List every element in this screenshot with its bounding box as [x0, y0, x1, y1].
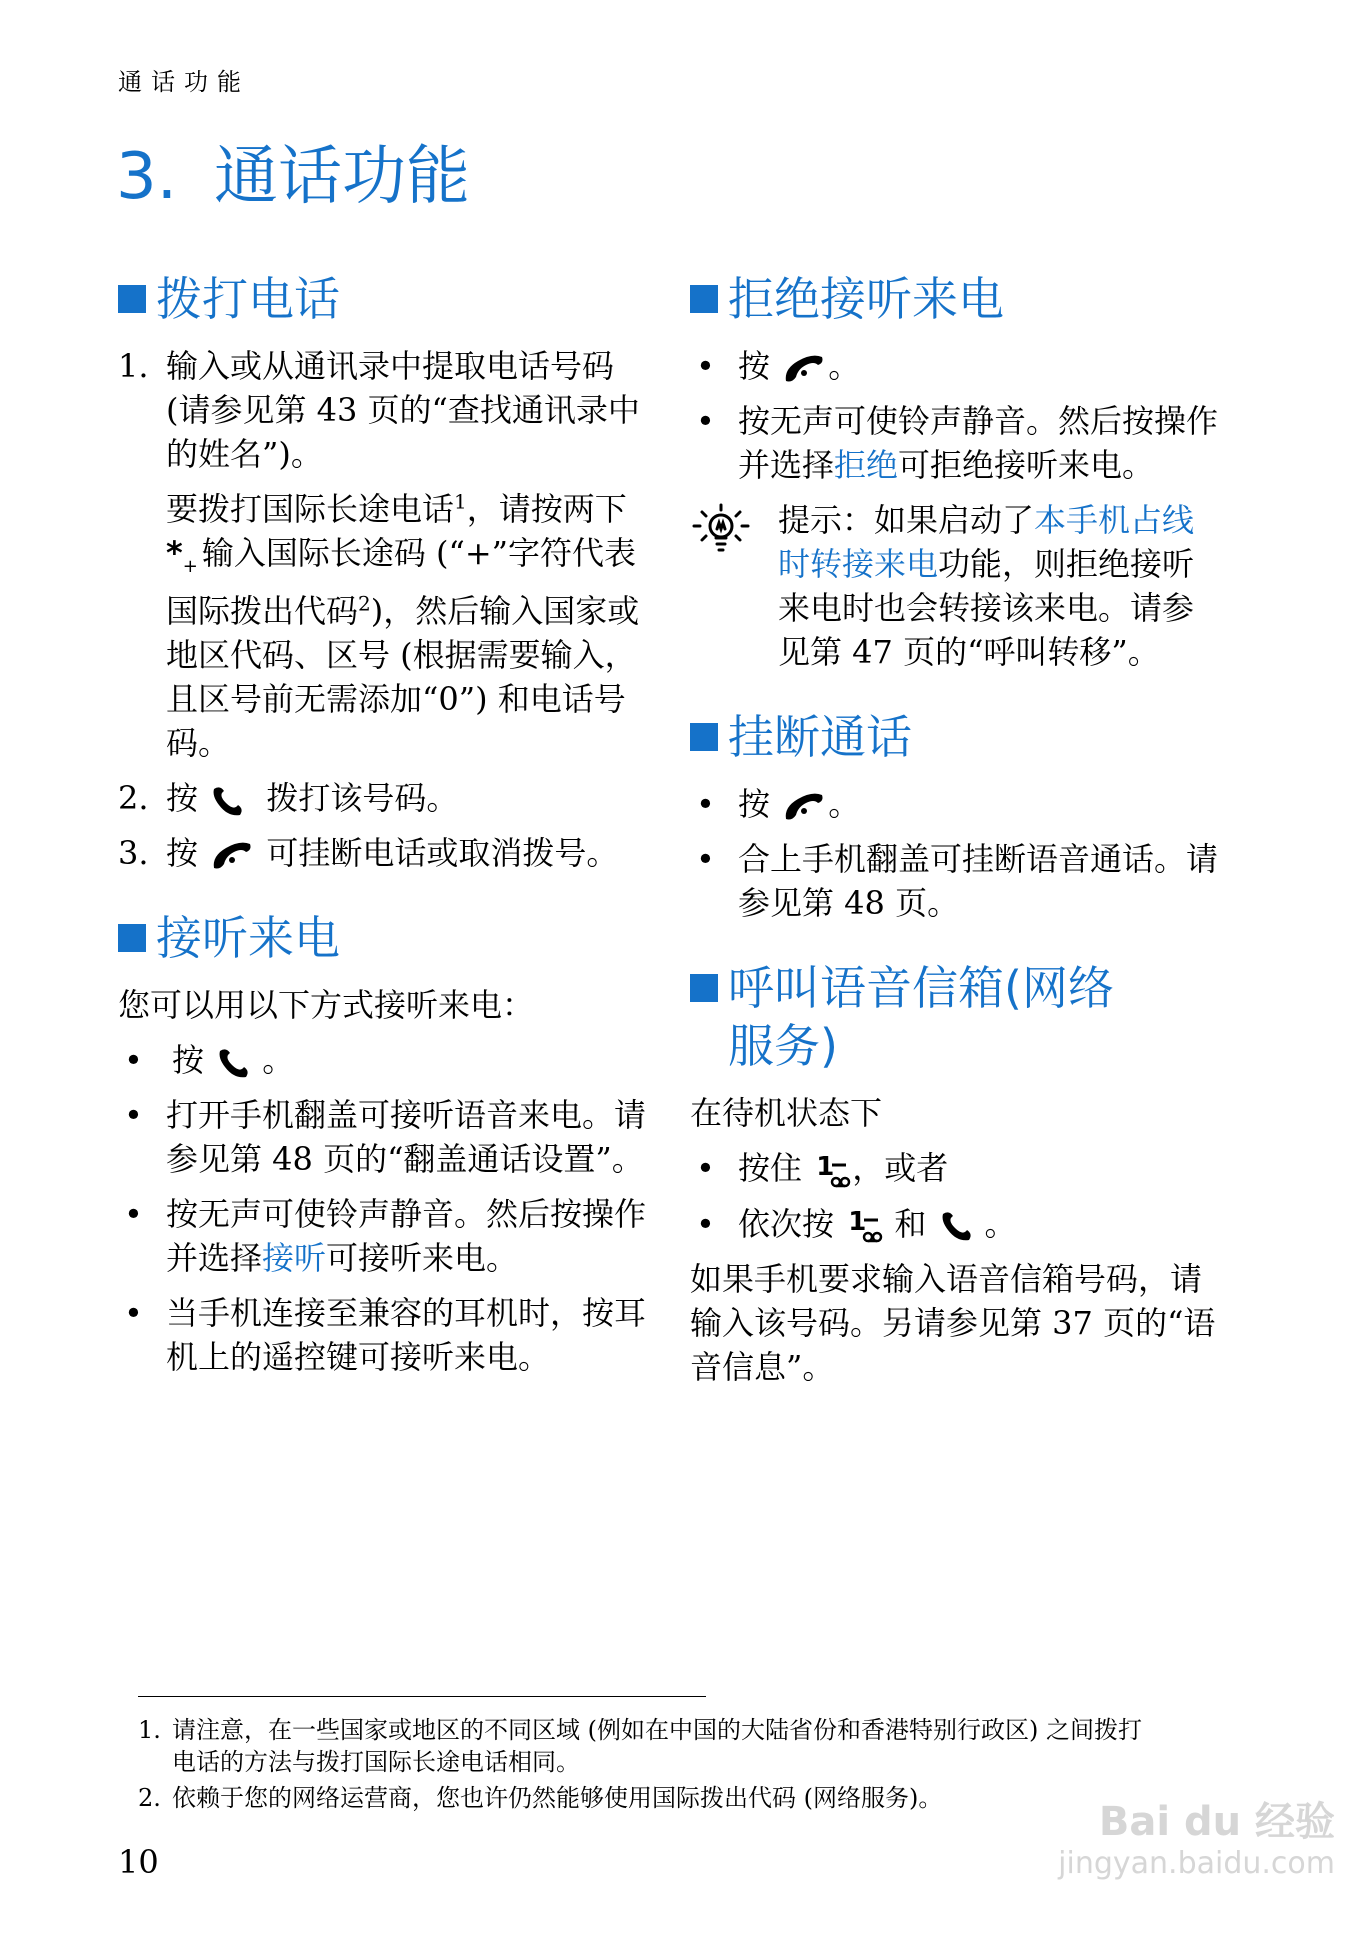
call-key-icon	[214, 1045, 262, 1081]
voicemail-note: 如果手机要求输入语音信箱号码，请输入该号码。另请参见第 37 页的“语音信息”。	[690, 1260, 1216, 1386]
call-key-icon	[208, 783, 256, 819]
tip-bulb-icon	[690, 502, 752, 560]
heading-square	[690, 723, 718, 751]
end-key-icon	[780, 789, 828, 825]
footnote-rule	[138, 1696, 706, 1697]
voicemail-key-icon: 1	[812, 1151, 852, 1191]
voicemail-intro: 在待机状态下	[690, 1094, 883, 1132]
section-heading-voicemail: 呼叫语音信箱(网络 服务)	[690, 959, 1220, 1075]
answer-intro: 您可以用以下方式接听来电：	[118, 986, 535, 1024]
star-key-icon: *	[166, 534, 183, 572]
end-key-icon	[208, 838, 256, 874]
watermark-url: jingyan.baidu.com	[1058, 1846, 1335, 1881]
menu-option-answer: 接听	[262, 1239, 327, 1277]
list-item: • 按无声可使铃声静音。然后按操作并选择接听可接听来电。	[124, 1195, 647, 1277]
list-item: • 合上手机翻盖可挂断语音通话。请参见第 48 页。	[696, 840, 1219, 922]
softkey-label-options: 操作	[582, 1195, 647, 1233]
softkey-label-silence: 无声	[770, 402, 835, 440]
baidu-watermark	[1058, 1738, 1335, 1918]
footnote-ref: 1	[454, 489, 467, 514]
heading-square	[690, 285, 718, 313]
watermark-brand: Bai du 经验	[1098, 1799, 1335, 1845]
list-item: • 按住 1 ，或者	[690, 1146, 1220, 1191]
right-column	[690, 270, 1220, 1400]
tip-label: 提示：	[778, 501, 875, 539]
heading-square	[118, 285, 146, 313]
footnote-2: 2. 依赖于您的网络运营商，您也许仍然能够使用国际拨出代码 (网络服务)。	[138, 1784, 943, 1812]
tip-link-option: 本手机占线时转接来电	[778, 501, 1195, 583]
tip-box: 提示：如果启动了本手机占线时转接来电功能，则拒绝接听来电时也会转接该来电。请参见第 47 页的“呼叫转移”。	[690, 498, 1220, 674]
call-key-icon	[937, 1208, 985, 1244]
softkey-label-silence: 无声	[198, 1195, 263, 1233]
list-item: 2. 按 拨打该号码。	[118, 779, 459, 817]
list-item: • 打开手机翻盖可接听语音来电。请参见第 48 页的“翻盖通话设置”。	[124, 1096, 647, 1178]
list-item: 1. 输入或从通讯录中提取电话号码 (请参见第 43 页的“查找通讯录中的姓名”)。 要拨打国际长途电话$^1$，请按两下 $*_+$ 输入国际长途码 (“+”字符代表国际拨出代码$^2$)，然后输入国家或地区代码、区号 (根据需要输入，且区号前无需添加“0”) 和电话号码。	[118, 347, 640, 762]
end-key-icon	[780, 351, 828, 387]
list-item: • 按无声可使铃声静音。然后按操作并选择拒绝可拒绝接听来电。	[696, 402, 1219, 484]
heading-square	[690, 974, 718, 1002]
list-item: • 按 。	[696, 785, 861, 823]
list-item: • 依次按 1 和 。	[690, 1202, 1220, 1247]
running-header: 通话功能	[118, 68, 250, 96]
list-item: • 按 。	[696, 347, 861, 385]
softkey-label-options: 操作	[1154, 402, 1219, 440]
left-column	[118, 270, 648, 1390]
heading-square	[118, 924, 146, 952]
list-item: • 当手机连接至兼容的耳机时，按耳机上的遥控键可接听来电。	[124, 1294, 647, 1376]
list-item: • 按 。	[124, 1041, 295, 1079]
page-number: 10	[118, 1843, 159, 1881]
chapter-title	[116, 125, 470, 217]
section-heading-reject: 拒绝接听来电	[690, 270, 1220, 328]
plus-key-icon: +	[182, 556, 198, 577]
section-heading-dial: 拨打电话	[118, 270, 648, 328]
footnote-ref: 2	[358, 591, 371, 616]
footnote-1: 1. 请注意，在一些国家或地区的不同区域 (例如在中国的大陆省份和香港特别行政区) 之间拨打电话的方法与拨打国际长途电话相同。	[138, 1716, 1142, 1776]
section-heading-end: 挂断通话	[690, 708, 1220, 766]
voicemail-key-icon: 1	[844, 1206, 884, 1246]
section-heading-answer: 接听来电	[118, 909, 648, 967]
list-item: 3. 按 可挂断电话或取消拨号。	[118, 834, 619, 872]
menu-option-reject: 拒绝	[834, 446, 899, 484]
chapter-title-text: 通话功能	[214, 140, 470, 214]
chapter-number: 3.	[116, 140, 178, 214]
